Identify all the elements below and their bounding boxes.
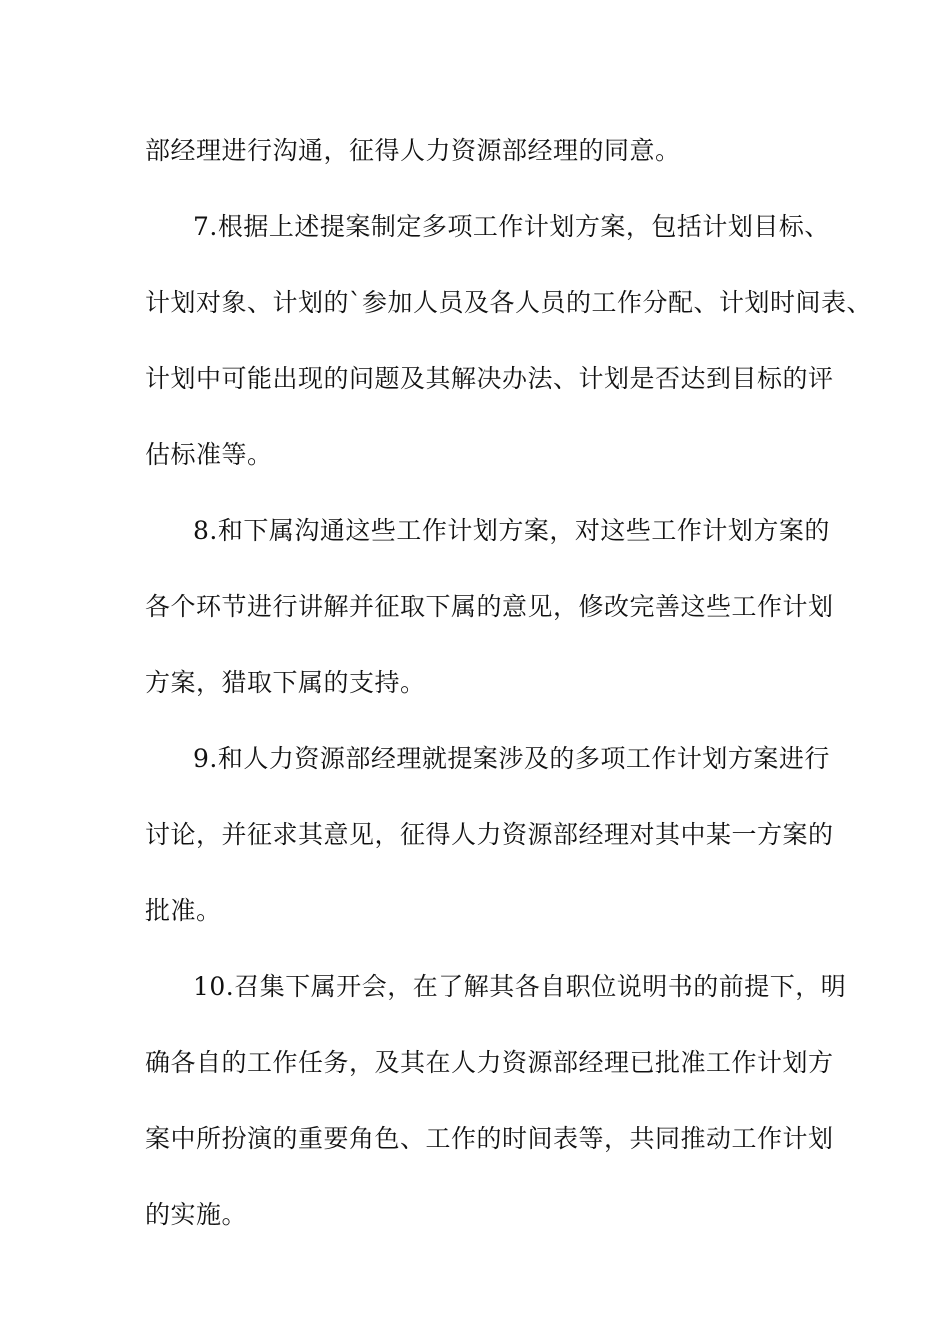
text-line: 估标准等。 xyxy=(145,440,273,469)
text-line: 10.召集下属开会，在了解其各自职位说明书的前提下，明 xyxy=(193,972,847,1001)
text-line: 8.和下属沟通这些工作计划方案，对这些工作计划方案的 xyxy=(193,516,830,545)
text-line: 批准。 xyxy=(145,896,222,925)
text-line: 7.根据上述提案制定多项工作计划方案，包括计划目标、 xyxy=(193,212,830,241)
text-line: 各个环节进行讲解并征取下属的意见，修改完善这些工作计划 xyxy=(145,592,834,621)
text-line: 案中所扮演的重要角色、工作的时间表等，共同推动工作计划 xyxy=(145,1124,834,1153)
text-line: 方案，猎取下属的支持。 xyxy=(145,668,426,697)
text-line: 的实施。 xyxy=(145,1200,248,1229)
text-line: 计划对象、计划的`参加人员及各人员的工作分配、计划时间表、 xyxy=(145,288,873,317)
text-line: 9.和人力资源部经理就提案涉及的多项工作计划方案进行 xyxy=(193,744,830,773)
text-line: 计划中可能出现的问题及其解决办法、计划是否达到目标的评 xyxy=(145,364,834,393)
text-line: 确各自的工作任务，及其在人力资源部经理已批准工作计划方 xyxy=(145,1048,834,1077)
text-line: 讨论，并征求其意见，征得人力资源部经理对其中某一方案的 xyxy=(145,820,834,849)
text-line: 部经理进行沟通，征得人力资源部经理的同意。 xyxy=(145,136,681,165)
